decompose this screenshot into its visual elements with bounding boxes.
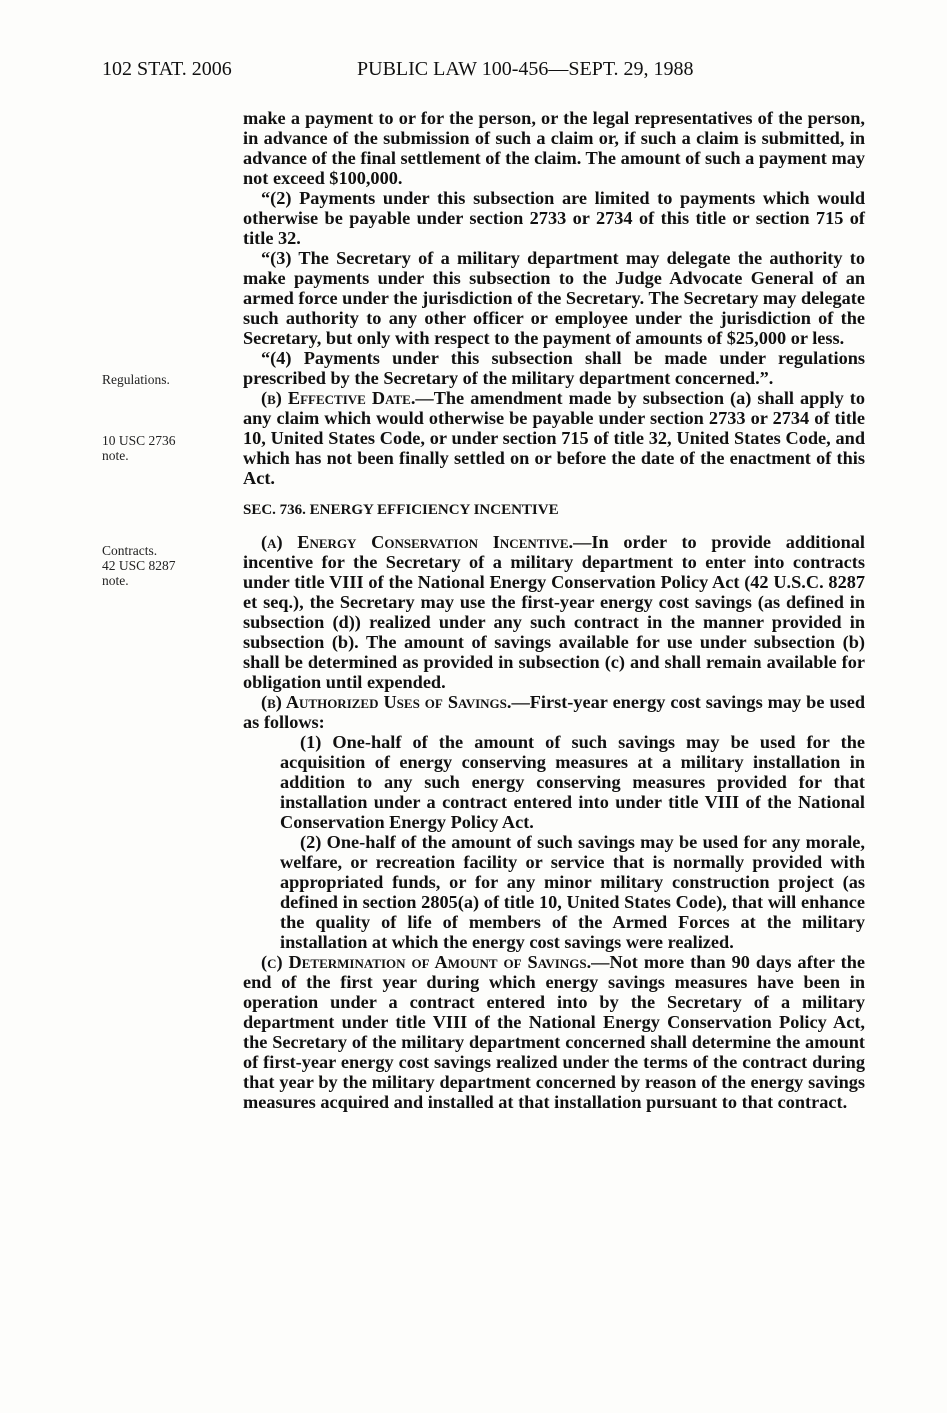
public-law-title: PUBLIC LAW 100-456—SEPT. 29, 1988: [357, 58, 694, 80]
subsection-text: —In order to provide additional incentive for the Secretary of a military department to enter into contracts under title VIII of the National Energy Conservation Policy Act (42 U.S.C. 8287 et seq.), the Secretary may use the first-year energy cost savings (as defined in subsection (d)) realized under any such contract in the manner provided in subsection (b). The amount of savings available for use under subsection (b) shall be determined as provided in subsection (c) and shall remain available for obligation until expended.: [243, 532, 866, 692]
paragraph-continuation: make a payment to or for the person, or the legal representatives of the person, in advance of the submission of such a claim or, if such a claim is submitted, in advance of the final settlement of the claim. The amount of such a payment may not exceed $100,000.: [243, 108, 865, 188]
margin-note-line: note.: [102, 573, 129, 588]
document-body: [243, 108, 865, 1112]
subsection-a: [243, 532, 865, 692]
paragraph-4: “(4) Payments under this subsection shall be made under regulations prescribed by the Secretary of the military department concerned.”.: [243, 348, 865, 388]
subsection-heading: (c) Determination of Amount of Savings.: [261, 952, 592, 972]
stat-page-number: 102 STAT. 2006: [102, 58, 232, 80]
paragraph-b2: (2) One-half of the amount of such savings may be used for any morale, welfare, or recreation facility or service that is normally provided with appropriated funds, or for any minor military construction project (as defined in section 2805(a) of title 10, United States Code), that will enhance the quality of life of members of the Armed Forces at the military installation at which the energy cost savings were realized.: [280, 832, 865, 952]
subsection-text: —First-year energy cost savings may be used as follows:: [243, 692, 866, 732]
margin-note-line: Contracts.: [102, 543, 158, 558]
subsection-heading: (b) Authorized Uses of Savings.: [261, 692, 512, 712]
margin-note-line: 42 USC 8287: [102, 558, 176, 573]
subsection-text: —Not more than 90 days after the end of the first year during which energy savings measures have been in operation under a contract entered into by the Secretary of a military department under title VIII of the National Energy Conservation Policy Act, the Secretary of the military department concerned shall determine the amount of first-year energy cost savings realized under the terms of the contract during that year by the military department concerned by reason of the energy savings measures acquired and installed at that installation pursuant to that contract.: [243, 952, 865, 1112]
margin-note-line: 10 USC 2736: [102, 433, 176, 448]
margin-note-line: note.: [102, 448, 129, 463]
paragraph-b1: (1) One-half of the amount of such savings may be used for the acquisition of energy conserving measures at a military installation in addition to any such energy conserving measures provided for that installation under a contract entered into under title VIII of the National Conservation Energy Policy Act.: [280, 732, 865, 832]
section-736-heading: SEC. 736. ENERGY EFFICIENCY INCENTIVE: [243, 502, 559, 518]
subsection-heading: (a) Energy Conservation Incentive.: [261, 532, 574, 552]
subsection-heading: (b) Effective Date.: [261, 388, 416, 408]
margin-note-regulations: Regulations.: [102, 372, 170, 387]
paragraph-2: “(2) Payments under this subsection are limited to payments which would otherwise be payable under section 2733 or 2734 of this title or section 715 of title 32.: [243, 188, 865, 248]
subsection-text: —The amendment made by subsection (a) shall apply to any claim which would otherwise be payable under section 2733 or 2734 of title 10, United States Code, or under section 715 of title 32, United States Code, and which has not been finally settled on or before the date of the enactment of this Act.: [243, 388, 865, 488]
paragraph-3: “(3) The Secretary of a military department may delegate the authority to make payments under this subsection to the Judge Advocate General of an armed force under the jurisdiction of the Secretary. The Secretary may delegate such authority to any other officer or employee under the jurisdiction of the Secretary, but only with respect to the payment of amounts of $25,000 or less.: [243, 248, 865, 348]
subsection-b: [243, 692, 865, 732]
page-header: [102, 58, 887, 88]
subsection-c: [243, 952, 865, 1112]
subsection-b-effective-date: [243, 388, 865, 488]
margin-note-10-usc-2736: [102, 433, 212, 463]
margin-note-contracts: [102, 543, 212, 588]
